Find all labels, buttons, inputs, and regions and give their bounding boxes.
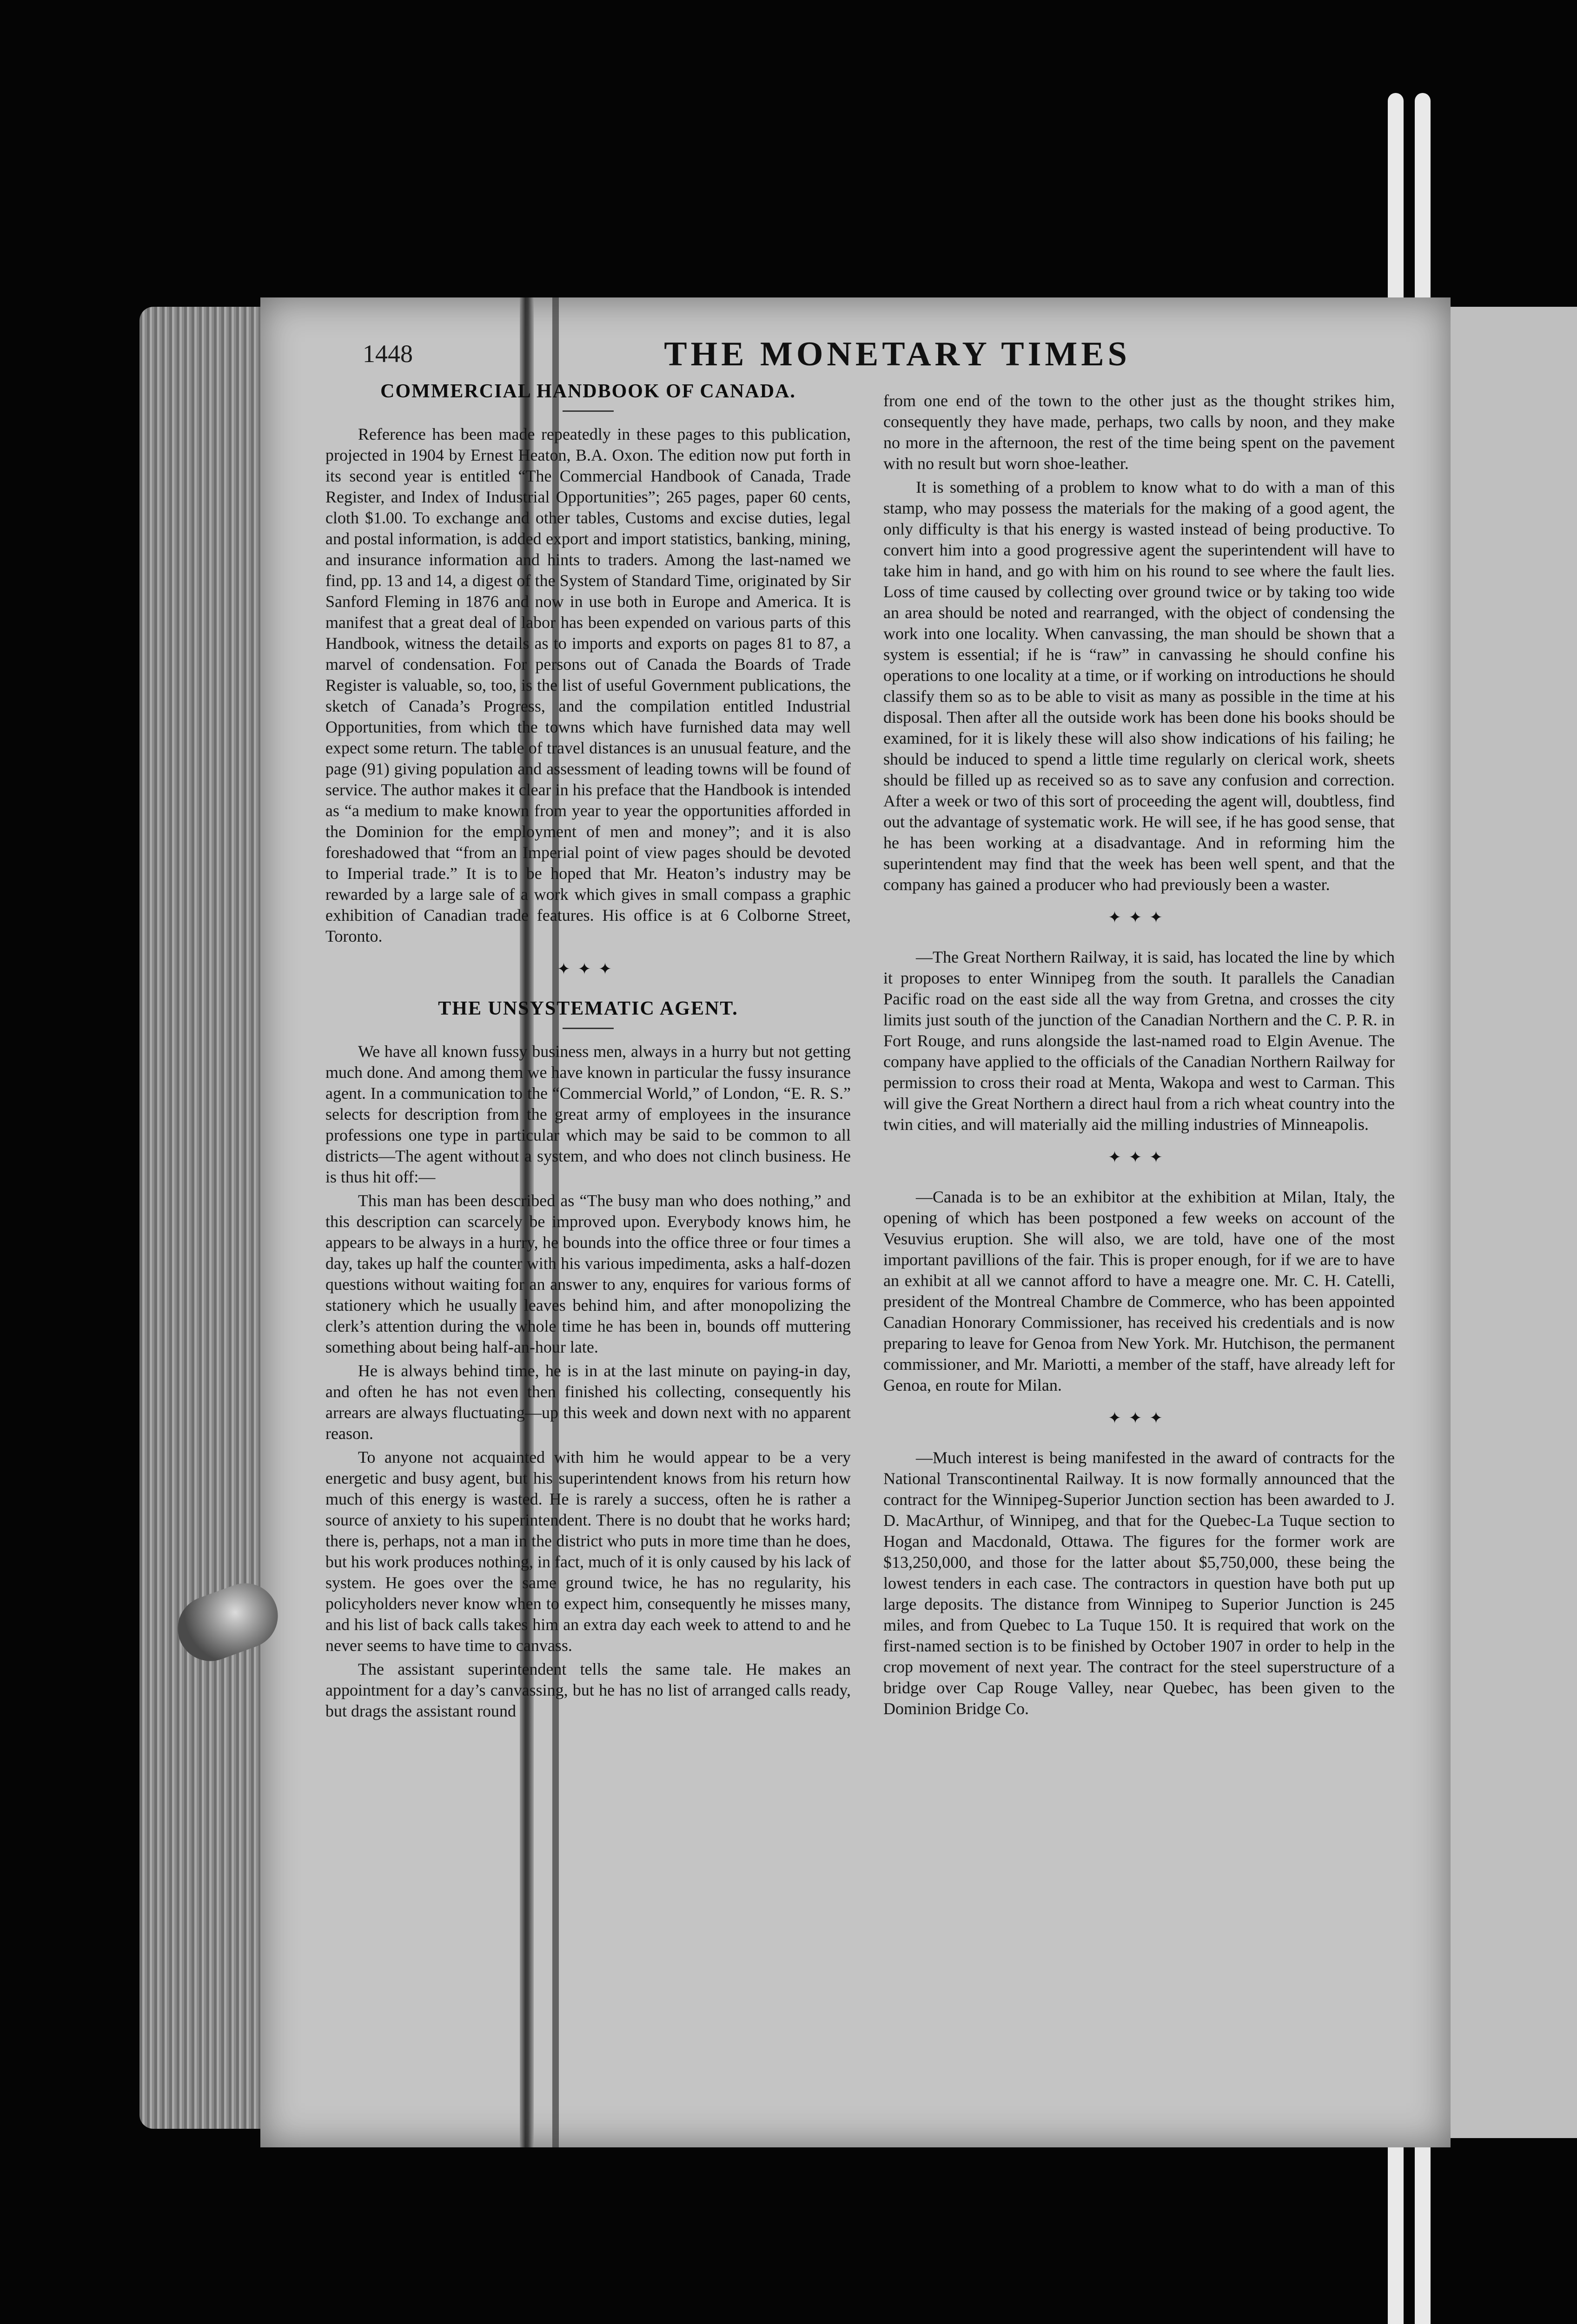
page-header	[353, 325, 1404, 381]
news-item: —Canada is to be an exhibitor at the exhibition at Milan, Italy, the opening of which has been postponed a few weeks on account of the Vesuvius eruption. She will also, we are told, have one of the most important pavillions of the fair. This is proper enough, for if we are to have an exhibit at all we cannot afford to have a meagre one. Mr. C. H. Catelli, president of the Montreal Chambre de Commerce, who has been appointed Canadian Honorary Commissioner, has received his credentials and is now preparing to leave for Genoa from New York. Mr. Hutchison, the permanent commissioner, and Mr. Mariotti, a member of the staff, have already left for Genoa, en route for Milan.	[883, 1188, 1395, 1394]
section-separator: ✦✦✦	[1108, 1410, 1170, 1427]
section-title: COMMERCIAL HANDBOOK OF CANADA.	[380, 381, 796, 402]
article-paragraph: It is something of a problem to know what to do with a man of this stamp, who may possess the materials for the making of a good agent, the only difficulty is that his energy is wasted instead of being productive. To convert him into a good progressive agent the superintendent will have to take him in hand, and go with him on his round to see where the fault lies. Loss of time caused by collecting over ground twice or by taking too wide an area should be noted and rearranged, with the object of condensing the work into one locality. When canvassing, the man should be shown that a system is essential; if he is “raw” in canvassing he should confine his operations to one locality at a time, or if working on introductions he should classify them so as to be able to visit as many as possible in the time at his disposal. Then after all the outside work has been done his books should be examined, for it is likely these will also show indications of his failing; he should be induced to spend a little time regularly on clerical work, sheets should be filled up as received so as to save any confusion and correction. After a week or two of this sort of proceeding the agent will, doubtless, find out the advantage of systematic work. He will see, if he has good sense, that he has been working at a disadvantage. And in reforming him the superintendent may find that the week has been well spent, and that the company has gained a producer who had previously been a waster.	[883, 478, 1395, 894]
news-item: —Much interest is being manifested in the award of contracts for the National Transcontinental Railway. It is now formally announced that the contract for the Winnipeg-Superior Junction section has been awarded to J. D. MacArthur, of Winnipeg, and that for the Quebec-La Tuque section to Hogan and Macdonald, Ottawa. The figures for the former work are $13,250,000, and those for the latter about $5,750,000, these being the lowest tenders in each case. The contractors in question have both put up large deposits. The distance from Winnipeg to Superior Junction is 245 miles, and from Quebec to La Tuque 150. It is required that work on the first-named section is to be finished by October 1907 in order to help in the crop movement of next year. The contract for the steel superstructure of a bridge over Cap Rouge Valley, near Quebec, has been given to the Dominion Bridge Co.	[883, 1448, 1395, 1718]
article-paragraph: He is always behind time, he is in at the last minute on paying-in day, and often he has not even then finished his collecting, consequently his arrears are always fluctuating—up this week and down next with no apparent reason.	[325, 1361, 851, 1443]
article-paragraph: The assistant superintendent tells the same tale. He makes an appointment for a day’s canvassing, but he has no list of arranged calls ready, but drags the assistant round	[325, 1660, 851, 1720]
article-paragraph: from one end of the town to the other just as the thought strikes him, consequently they have made, perhaps, two calls by noon, and they make no more in the afternoon, the rest of the time being spent on the pavement with no result but worn shoe-leather.	[883, 391, 1395, 473]
section-separator: ✦✦✦	[557, 961, 619, 978]
left-column	[325, 381, 851, 1724]
publication-title: THE MONETARY TIMES	[664, 335, 1131, 373]
section-title: THE UNSYSTEMATIC AGENT.	[438, 998, 738, 1019]
article-paragraph: To anyone not acquainted with him he would appear to be a very energetic and busy agent, but his superintendent knows from his return how much of this energy is wasted. He is rarely a success, often he is rather a source of anxiety to his superintendent. There is no doubt that he works hard; there is, perhaps, not a man in the district who puts in more time than he does, but his work produces nothing, in fact, much of it is only caused by his lack of system. He goes over the same ground twice, he has no regularity, his policyholders never know when to expect him, consequently he misses many, and his list of back calls takes him an extra day each week to attend to and he never seems to have time to canvass.	[325, 1448, 851, 1655]
facing-page	[1451, 307, 1577, 2138]
section-separator: ✦✦✦	[1108, 909, 1170, 926]
page-number: 1448	[363, 340, 413, 368]
title-rule	[563, 410, 614, 412]
article-paragraph: This man has been described as “The busy man who does nothing,” and this description can scarcely be improved upon. Everybody knows him, he appears to be always in a hurry, he bounds into the office three or four times a day, takes up half the counter with his various impedimenta, asks a half-dozen questions without waiting for an answer to any, enquires for various forms of stationery which he usually leaves behind him, and after monopolizing the clerk’s attention during the whole time he has been in, bounds off muttering something about being half-an-hour late.	[325, 1191, 851, 1356]
section-separator: ✦✦✦	[1108, 1149, 1170, 1166]
article-paragraph: We have all known fussy business men, always in a hurry but not getting much done. And among them we have known in particular the fussy insurance agent. In a communication to the “Commercial World,” of London, “E. R. S.” selects for description from the great army of employees in the insurance professions one type in particular which may be said to be common to all districts—The agent without a system, and who does not clinch business. He is thus hit off:—	[325, 1042, 851, 1186]
article-paragraph: Reference has been made repeatedly in these pages to this publication, projected in 1904 by Ernest Heaton, B.A. Oxon. The edition now put forth in its second year is entitled “The Commercial Handbook of Canada, Trade Register, and Index of Industrial Opportunities”; 265 pages, paper 60 cents, cloth $1.00. To exchange and other tables, Customs and excise duties, legal and postal information, is added export and import statistics, banking, mining, and insurance information and hints to traders. Among the last-named we find, pp. 13 and 14, a digest of the System of Standard Time, originated by Sir Sanford Fleming in 1876 and now in use both in Europe and America. It is manifest that a great deal of labor has been expended on various parts of this Handbook, witness the details as to imports and exports on pages 81 to 87, a marvel of condensation. For persons out of Canada the Boards of Trade Register is valuable, so, too, is the list of useful Government publications, the sketch of Canada’s Progress, and the compilation entitled Industrial Opportunities, from which the towns which have furnished data may well expect some return. The table of travel distances is an unusual feature, and the page (91) giving population and assessment of leading towns will be found of service. The author makes it clear in his preface that the Handbook is intended as “a medium to make known from year to year the opportunities afforded in the Dominion for the employment of men and money”; and it is also foreshadowed that “from an Imperial point of view pages should be devoted to Imperial trade.” It is to be hoped that Mr. Heaton’s industry may be rewarded by a large sale of a work which gives in small compass a graphic exhibition of Canadian trade features. His office is at 6 Colborne Street, Toronto.	[325, 425, 851, 945]
news-item: —The Great Northern Railway, it is said, has located the line by which it proposes to enter Winnipeg from the south. It parallels the Canadian Pacific road on the east side all the way from Gretna, and crosses the city limits just south of the junction of the Canadian Northern and the C. P. R. in Fort Rouge, and runs alongside the last-named road to Elgin Avenue. The company have applied to the officials of the Canadian Northern Railway for permission to cross their road at Menta, Wakopa and west to Carman. This will give the Great Northern a direct haul from a rich wheat country into the twin cities, and will materially aid the milling industries of Minneapolis.	[883, 948, 1395, 1134]
right-column	[883, 390, 1395, 1722]
title-rule	[563, 1028, 614, 1029]
